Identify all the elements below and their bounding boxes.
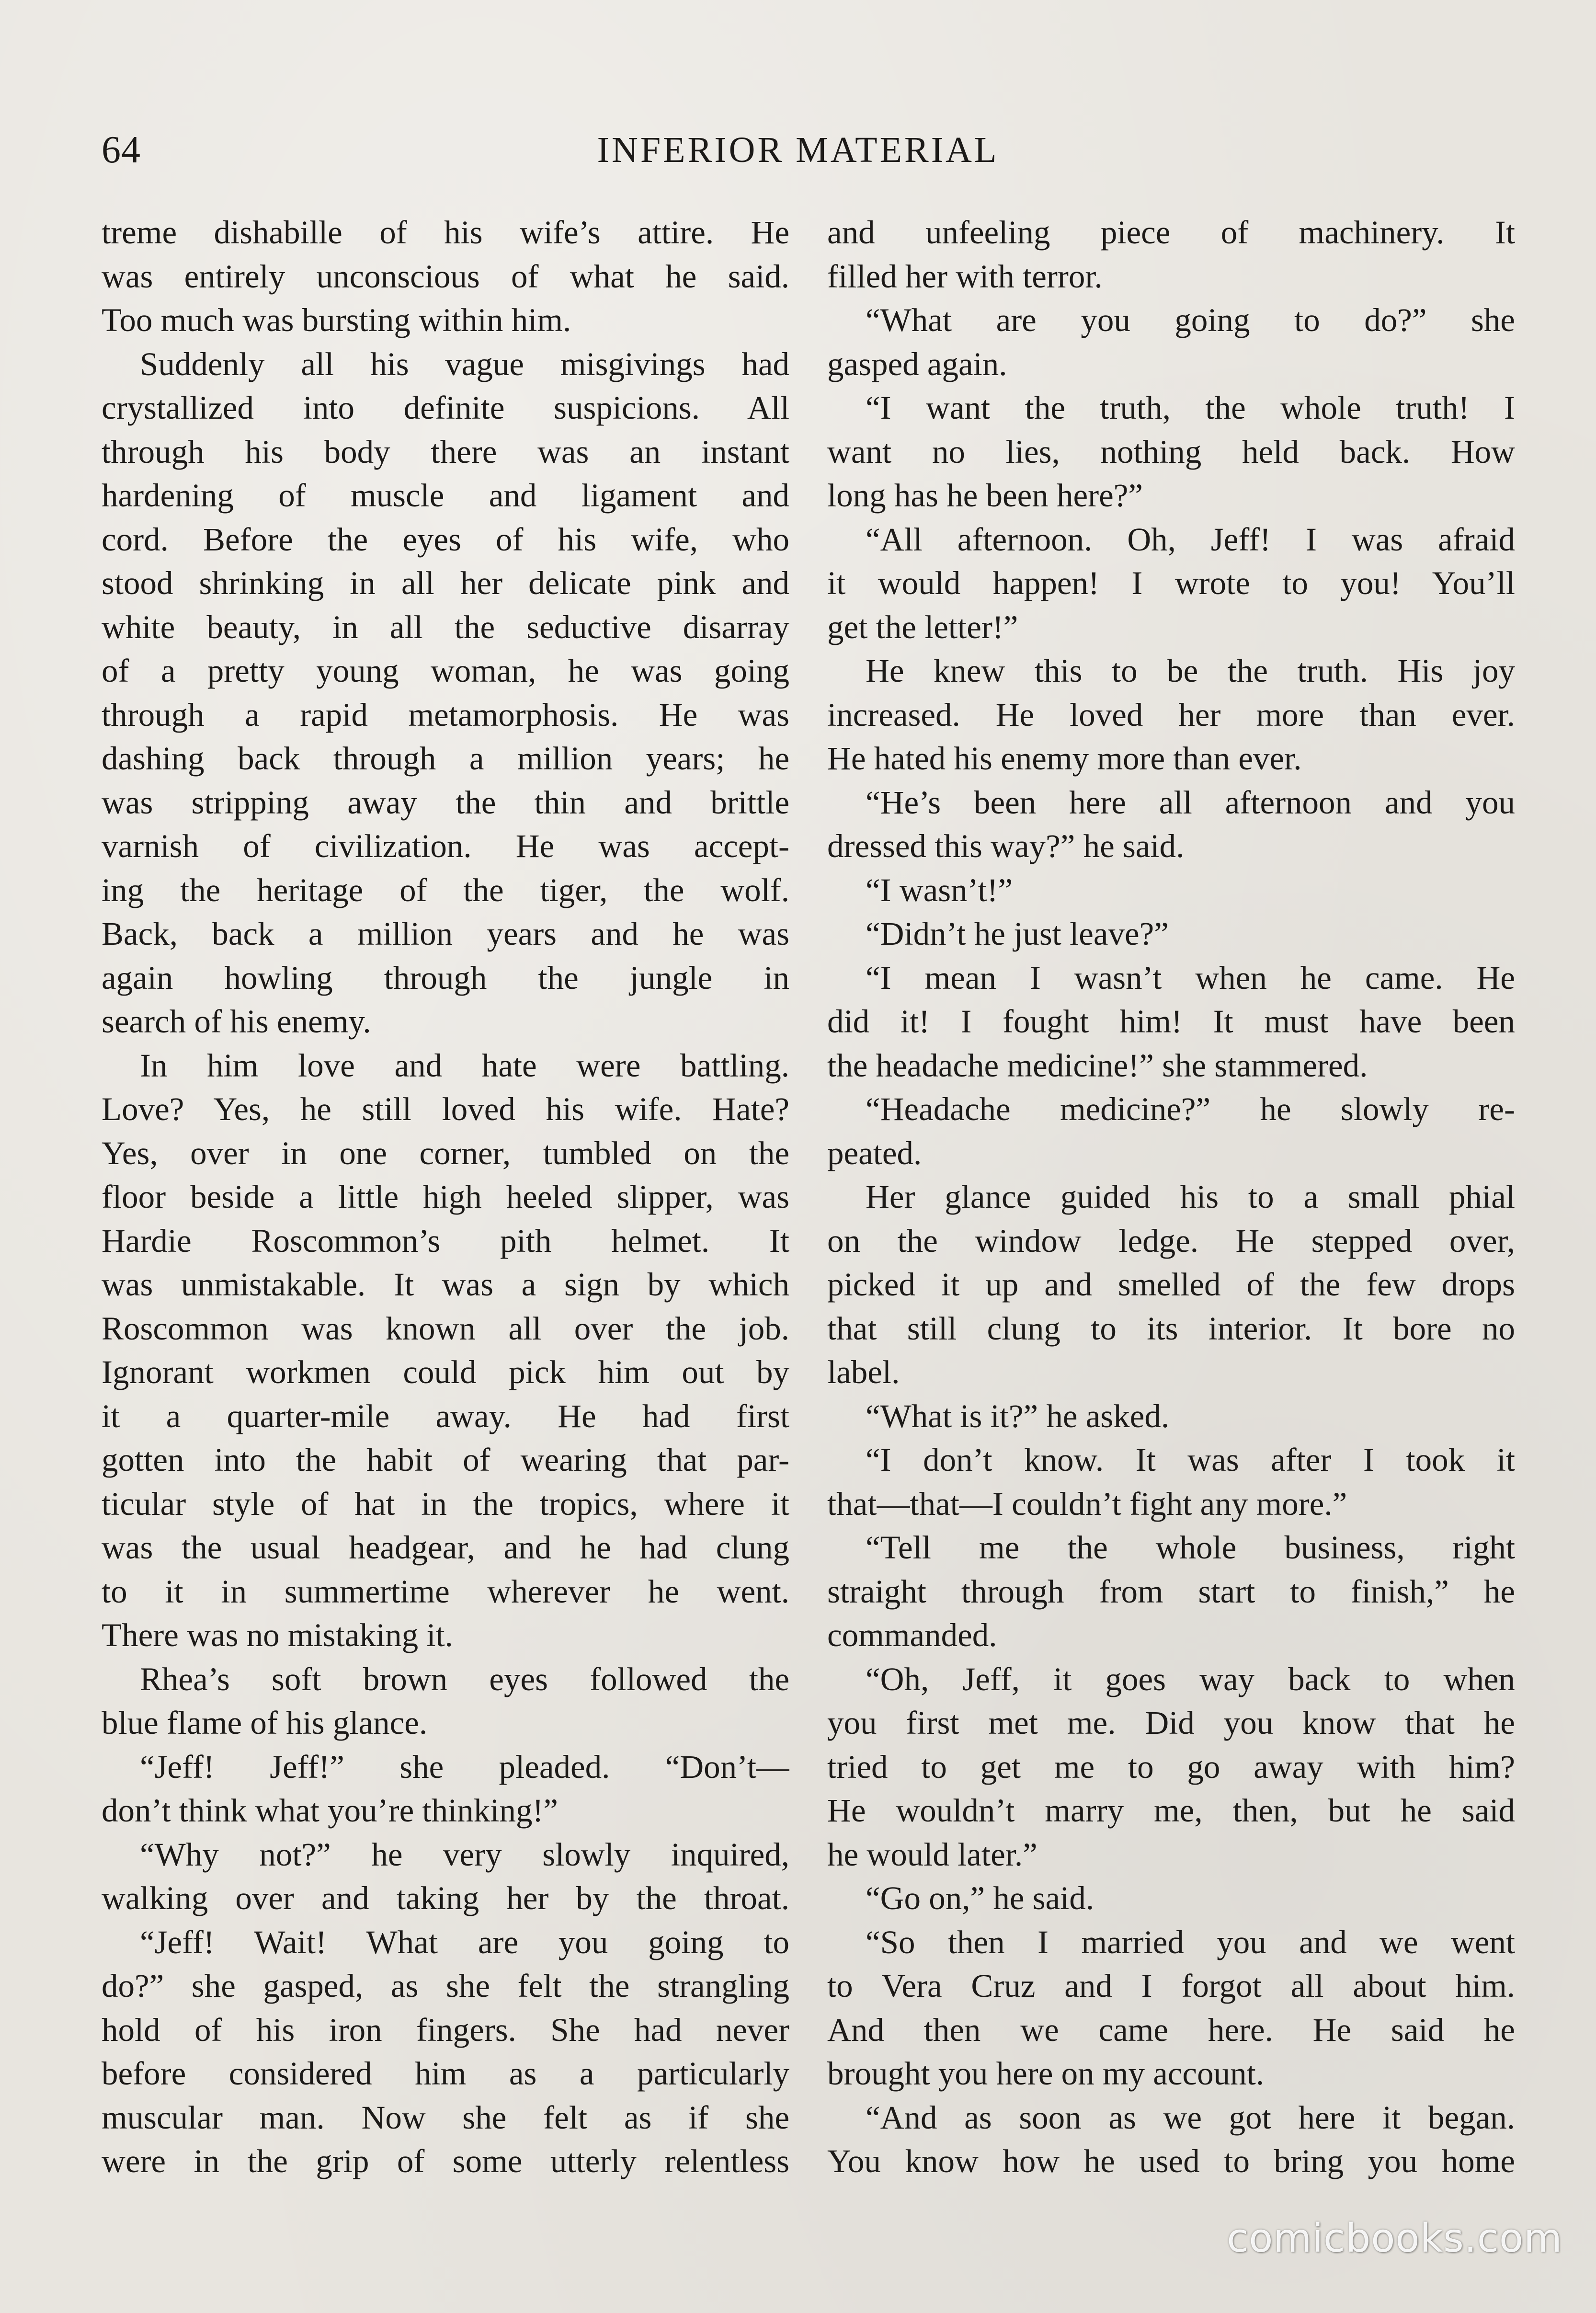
running-head: INFERIOR MATERIAL: [597, 130, 999, 170]
text-line: “I don’t know. It was after I took it: [866, 1442, 1515, 1478]
text-line: gotten into the habit of wearing that par-: [102, 1442, 789, 1478]
text-line: again howling through the jungle in: [102, 959, 789, 996]
page-number: 64: [102, 129, 141, 171]
text-line: label.: [827, 1354, 900, 1390]
right-column: [827, 211, 1515, 2184]
text-line: He hated his enemy more than ever.: [827, 740, 1302, 777]
text-line: picked it up and smelled of the few drops: [827, 1266, 1515, 1303]
left-column: [102, 211, 789, 2184]
text-line: “Jeff! Jeff!” she pleaded. “Don’t—: [140, 1748, 789, 1785]
text-line: muscular man. Now she felt as if she: [102, 2099, 789, 2136]
text-line: want no lies, nothing held back. How: [827, 433, 1515, 470]
text-line: it a quarter-mile away. He had first: [102, 1397, 789, 1434]
text-line: “I want the truth, the whole truth! I: [866, 389, 1515, 426]
text-line: “And as soon as we got here it began.: [866, 2099, 1515, 2136]
text-line: “Didn’t he just leave?”: [866, 916, 1169, 952]
text-line: Suddenly all his vague misgivings had: [140, 345, 789, 382]
text-line: white beauty, in all the seductive disarray: [102, 608, 789, 645]
text-line: increased. He loved her more than ever.: [827, 696, 1515, 733]
text-line: “What is it?” he asked.: [866, 1397, 1170, 1434]
text-line: to Vera Cruz and I forgot all about him.: [827, 1968, 1515, 2004]
text-line: “Why not?” he very slowly inquired,: [140, 1836, 789, 1873]
text-line: “Tell me the whole business, right: [866, 1529, 1515, 1566]
text-line: get the letter!”: [827, 608, 1018, 645]
text-line: he would later.”: [827, 1836, 1037, 1873]
text-line: ticular style of hat in the tropics, where it: [102, 1485, 789, 1522]
text-line: don’t think what you’re thinking!”: [102, 1792, 559, 1829]
text-line: cord. Before the eyes of his wife, who: [102, 521, 789, 558]
text-line: peated.: [827, 1134, 922, 1171]
text-line: that—that—I couldn’t fight any more.”: [827, 1485, 1347, 1522]
text-line: He wouldn’t marry me, then, but he said: [827, 1792, 1515, 1829]
page-header: [0, 124, 1596, 176]
text-line: search of his enemy.: [102, 1003, 371, 1040]
text-line: Too much was bursting within him.: [102, 302, 571, 338]
text-line: “I mean I wasn’t when he came. He: [866, 959, 1515, 996]
text-line: and unfeeling piece of machinery. It: [827, 214, 1515, 251]
text-line: long has he been here?”: [827, 477, 1143, 514]
text-line: straight through from start to finish,” he: [827, 1573, 1515, 1610]
text-line: tried to get me to go away with him?: [827, 1748, 1515, 1785]
text-line: “Go on,” he said.: [866, 1880, 1094, 1916]
text-line: “Oh, Jeff, it goes way back to when: [866, 1660, 1515, 1697]
text-line: “Jeff! Wait! What are you going to: [140, 1924, 789, 1960]
text-line: walking over and taking her by the throat.: [102, 1880, 789, 1916]
text-line: Love? Yes, he still loved his wife. Hate?: [102, 1091, 789, 1127]
text-line: ing the heritage of the tiger, the wolf.: [102, 871, 789, 908]
text-line: hold of his iron fingers. She had never: [102, 2011, 789, 2048]
text-line: He knew this to be the truth. His joy: [866, 653, 1515, 689]
text-line: dressed this way?” he said.: [827, 828, 1185, 864]
text-line: “Headache medicine?” he slowly re-: [866, 1091, 1515, 1127]
text-line: crystallized into definite suspicions. All: [102, 389, 789, 426]
text-line: varnish of civilization. He was accept-: [102, 828, 789, 864]
text-line: to it in summertime wherever he went.: [102, 1573, 789, 1610]
text-line: was entirely unconscious of what he said.: [102, 258, 789, 295]
text-line: on the window ledge. He stepped over,: [827, 1222, 1515, 1259]
text-line: “So then I married you and we went: [866, 1924, 1515, 1960]
text-line: before considered him as a particularly: [102, 2055, 789, 2092]
text-line: dashing back through a million years; he: [102, 740, 789, 777]
text-line: stood shrinking in all her delicate pink and: [102, 565, 789, 601]
text-line: did it! I fought him! It must have been: [827, 1003, 1515, 1040]
text-line: floor beside a little high heeled slipper, was: [102, 1179, 789, 1215]
text-line: Back, back a million years and he was: [102, 916, 789, 952]
text-line: “I wasn’t!”: [866, 871, 1013, 908]
text-line: was unmistakable. It was a sign by which: [102, 1266, 789, 1303]
text-line: Roscommon was known all over the job.: [102, 1310, 789, 1347]
text-line: Hardie Roscommon’s pith helmet. It: [102, 1222, 789, 1259]
text-line: through his body there was an instant: [102, 433, 789, 470]
text-line: Yes, over in one corner, tumbled on the: [102, 1134, 789, 1171]
text-line: do?” she gasped, as she felt the strangling: [102, 1968, 789, 2004]
text-line: “He’s been here all afternoon and you: [866, 784, 1515, 821]
text-line: commanded.: [827, 1617, 997, 1653]
text-line: hardening of muscle and ligament and: [102, 477, 789, 514]
text-line: treme dishabille of his wife’s attire. He: [102, 214, 789, 251]
text-line: You know how he used to bring you home: [827, 2143, 1515, 2179]
text-line: of a pretty young woman, he was going: [102, 653, 789, 689]
text-line: Her glance guided his to a small phial: [866, 1179, 1515, 1215]
text-line: you first met me. Did you know that he: [827, 1705, 1515, 1741]
text-line: through a rapid metamorphosis. He was: [102, 696, 789, 733]
text-line: were in the grip of some utterly relentless: [102, 2143, 789, 2179]
text-line: Rhea’s soft brown eyes followed the: [140, 1660, 789, 1697]
text-line: the headache medicine!” she stammered.: [827, 1047, 1368, 1084]
text-line: And then we came here. He said he: [827, 2011, 1515, 2048]
text-line: blue flame of his glance.: [102, 1705, 428, 1741]
text-line: it would happen! I wrote to you! You’ll: [827, 565, 1515, 601]
watermark: comicbooks.com: [1227, 2216, 1562, 2261]
text-line: was stripping away the thin and brittle: [102, 784, 789, 821]
text-line: In him love and hate were battling.: [140, 1047, 789, 1084]
text-line: was the usual headgear, and he had clung: [102, 1529, 789, 1566]
text-line: Ignorant workmen could pick him out by: [102, 1354, 789, 1390]
text-line: “All afternoon. Oh, Jeff! I was afraid: [866, 521, 1515, 558]
text-line: “What are you going to do?” she: [866, 302, 1515, 338]
text-line: filled her with terror.: [827, 258, 1103, 295]
text-line: that still clung to its interior. It bore no: [827, 1310, 1515, 1347]
text-line: gasped again.: [827, 345, 1007, 382]
text-line: brought you here on my account.: [827, 2055, 1265, 2092]
text-line: There was no mistaking it.: [102, 1617, 453, 1653]
